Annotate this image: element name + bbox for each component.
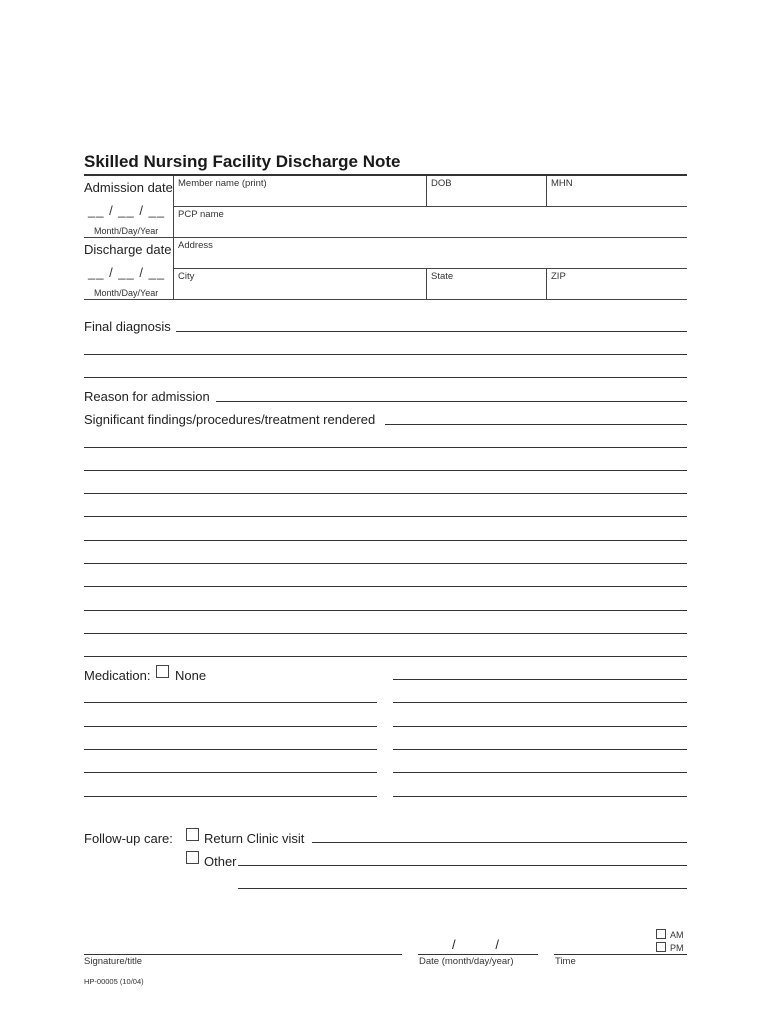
findings-line[interactable] <box>84 540 687 541</box>
other-label: Other <box>204 854 237 869</box>
findings-line[interactable] <box>84 633 687 634</box>
date-label: Date (month/day/year) <box>419 956 514 967</box>
signature-title-label: Signature/title <box>84 956 143 967</box>
final-diagnosis-line[interactable] <box>84 354 687 355</box>
return-clinic-line[interactable] <box>312 842 687 843</box>
medication-line[interactable] <box>84 796 377 797</box>
pm-label: PM <box>670 943 684 953</box>
findings-line[interactable] <box>84 516 687 517</box>
reason-for-admission-label: Reason for admission <box>84 389 210 404</box>
medication-none-label: None <box>175 668 207 683</box>
admission-date-label: Admission date <box>84 180 173 195</box>
dob-field[interactable]: DOB <box>431 178 452 189</box>
admission-date-field[interactable]: __ / __ / __ <box>88 203 166 218</box>
medication-line[interactable] <box>393 749 687 750</box>
form-title: Skilled Nursing Facility Discharge Note <box>84 152 401 171</box>
final-diagnosis-line[interactable] <box>176 331 687 332</box>
am-checkbox[interactable] <box>656 929 666 939</box>
significant-findings-label: Significant findings/procedures/treatment rendered <box>84 412 376 427</box>
return-clinic-label: Return Clinic visit <box>204 831 305 846</box>
findings-line[interactable] <box>385 424 687 425</box>
grid-divider-mhn <box>546 176 547 207</box>
findings-line[interactable] <box>84 656 687 657</box>
pcp-name-field[interactable]: PCP name <box>178 209 224 220</box>
findings-line[interactable] <box>84 563 687 564</box>
date-slashes: / / <box>452 937 499 952</box>
findings-line[interactable] <box>84 470 687 471</box>
medication-line[interactable] <box>84 702 377 703</box>
date-line[interactable] <box>418 954 538 955</box>
state-field[interactable]: State <box>431 271 454 282</box>
medication-line[interactable] <box>393 679 687 680</box>
medication-line[interactable] <box>84 772 377 773</box>
medication-line[interactable] <box>393 796 687 797</box>
grid-row-line-1 <box>173 206 687 207</box>
address-field[interactable]: Address <box>178 240 213 251</box>
pm-checkbox[interactable] <box>656 942 666 952</box>
other-line[interactable] <box>238 888 687 889</box>
medication-line[interactable] <box>84 726 377 727</box>
grid-divider-left <box>173 176 174 300</box>
other-line[interactable] <box>238 865 687 866</box>
am-label: AM <box>670 930 684 940</box>
medication-line[interactable] <box>84 749 377 750</box>
time-label: Time <box>555 956 576 967</box>
other-checkbox[interactable] <box>186 851 199 864</box>
grid-row-line-3 <box>173 268 687 269</box>
time-line[interactable] <box>554 954 687 955</box>
admission-date-format: Month/Day/Year <box>94 226 159 236</box>
medication-none-checkbox[interactable] <box>156 665 169 678</box>
mhn-field[interactable]: MHN <box>551 178 573 189</box>
grid-divider-zip <box>546 269 547 300</box>
grid-divider-dob <box>426 176 427 207</box>
medication-line[interactable] <box>393 702 687 703</box>
final-diagnosis-label: Final diagnosis <box>84 319 171 334</box>
findings-line[interactable] <box>84 447 687 448</box>
member-name-field[interactable]: Member name (print) <box>178 178 267 189</box>
zip-field[interactable]: ZIP <box>551 271 566 282</box>
grid-row-line-4 <box>84 299 687 300</box>
findings-line[interactable] <box>84 586 687 587</box>
followup-care-label: Follow-up care: <box>84 831 173 846</box>
reason-for-admission-line[interactable] <box>216 401 687 402</box>
findings-line[interactable] <box>84 493 687 494</box>
grid-divider-state <box>426 269 427 300</box>
signature-line[interactable] <box>84 954 402 955</box>
findings-line[interactable] <box>84 610 687 611</box>
return-clinic-checkbox[interactable] <box>186 828 199 841</box>
medication-label: Medication: <box>84 668 151 683</box>
medication-line[interactable] <box>393 726 687 727</box>
medication-line[interactable] <box>393 772 687 773</box>
city-field[interactable]: City <box>178 271 195 282</box>
discharge-date-format: Month/Day/Year <box>94 288 159 298</box>
discharge-date-field[interactable]: __ / __ / __ <box>88 265 166 280</box>
form-code: HP-00005 (10/04) <box>84 977 144 986</box>
title-rule <box>84 174 687 176</box>
discharge-date-label: Discharge date <box>84 242 172 257</box>
final-diagnosis-line[interactable] <box>84 377 687 378</box>
grid-row-line-2 <box>84 237 687 238</box>
